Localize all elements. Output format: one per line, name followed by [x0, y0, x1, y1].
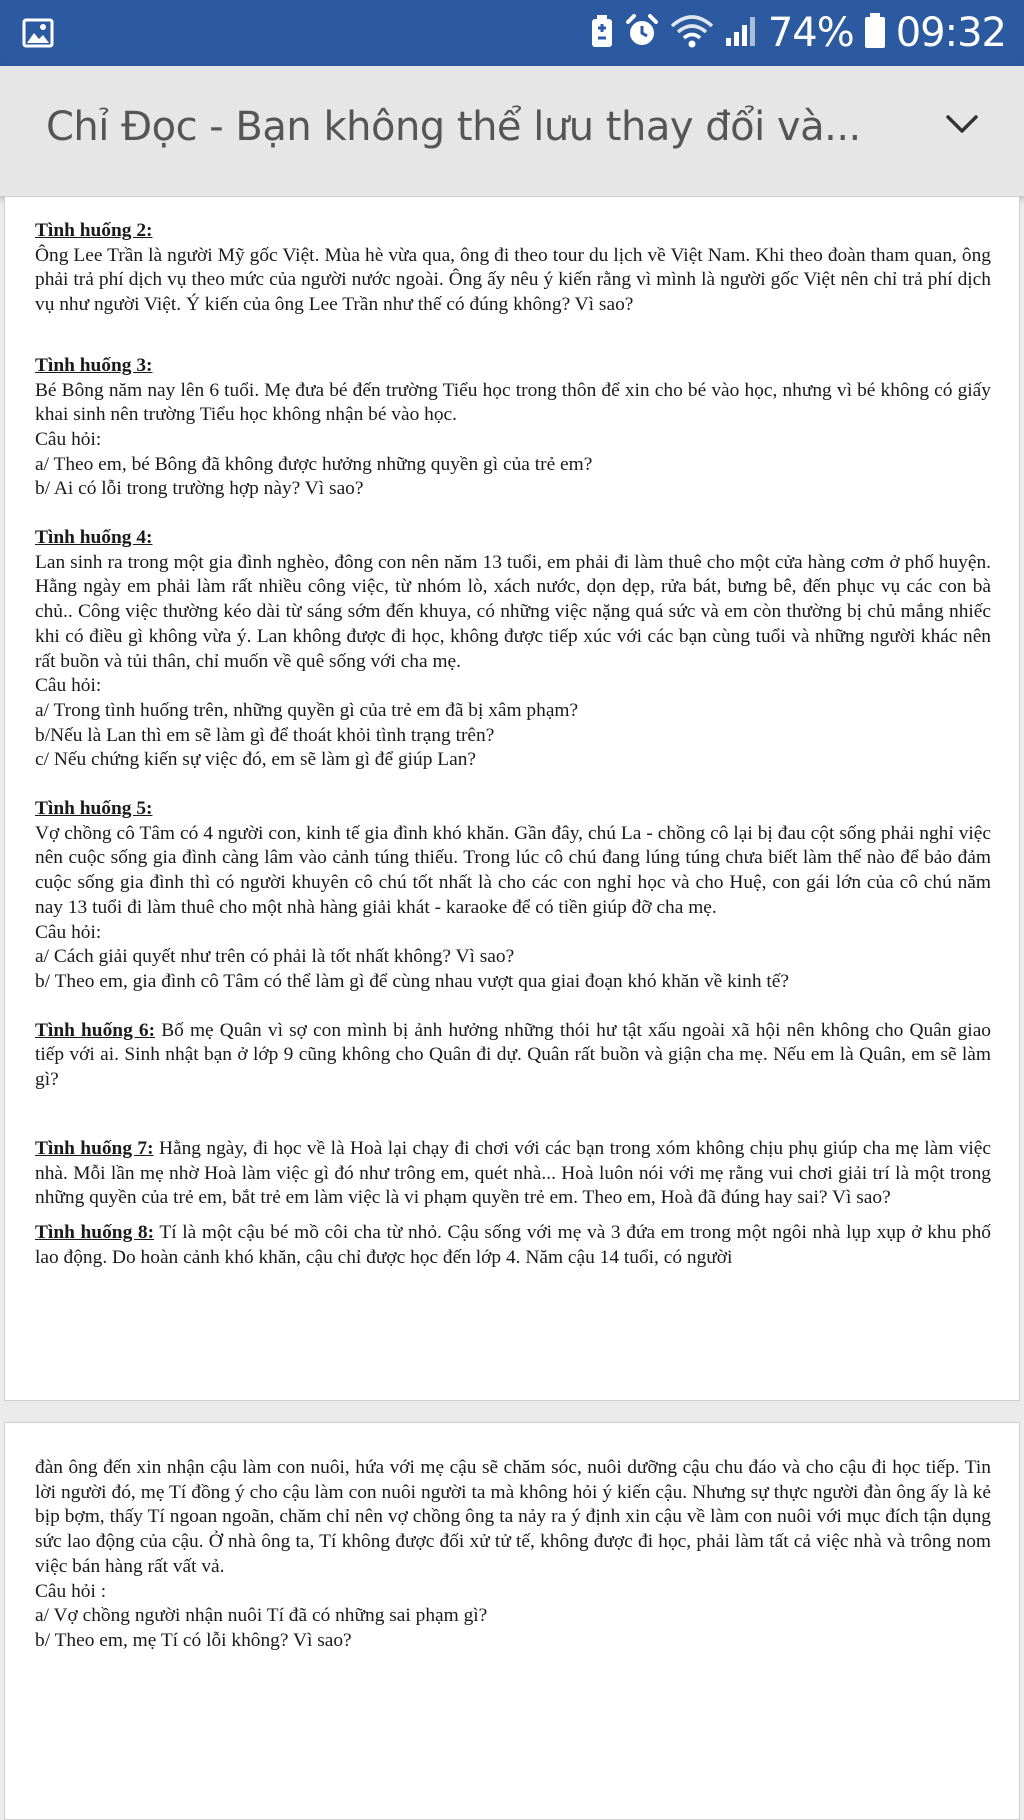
section-7: [35, 1137, 991, 1211]
image-icon: [22, 17, 54, 53]
section-2: [35, 219, 991, 244]
section-heading: Tình huống 2:: [35, 220, 153, 241]
section-heading: Tình huống 6:: [35, 1019, 156, 1041]
question: b/ Ai có lỗi trong trường hợp này? Vì sao?: [35, 478, 364, 500]
paragraph: Bố mẹ Quân vì sợ con mình bị ảnh hưởng những thói hư tật xấu ngoài xã hội nên không cho Quân giao tiếp với ai. Sinh nhật bạn ở lớp 9 cũng không cho Quân đi dự. Quân rất buồn và giận cha mẹ. Nếu em là Quân, em sẽ làm gì?: [35, 1019, 991, 1091]
battery-percent: 74%: [767, 10, 854, 56]
chevron-down-icon[interactable]: [944, 112, 980, 140]
question: a/ Trong tình huống trên, những quyền gì của trẻ em đã bị xâm phạm?: [35, 699, 579, 721]
document-page[interactable]: [4, 196, 1020, 1401]
paragraph: Bé Bông năm nay lên 6 tuổi. Mẹ đưa bé đến trường Tiểu học trong thôn để xin cho bé vào học, nhưng vì bé không có giấy khai sinh nên trường Tiểu học không nhận bé vào học.: [35, 379, 991, 426]
question: b/ Theo em, gia đình cô Tâm có thể làm gì để cùng nhau vượt qua giai đoạn khó khăn về kinh tế?: [35, 970, 790, 992]
section-heading: Tình huống 3:: [35, 354, 153, 376]
document-text: [35, 1456, 991, 1654]
question: b/Nếu là Lan thì em sẽ làm gì để thoát khỏi tình trạng trên?: [35, 724, 495, 746]
section-6: [35, 1019, 991, 1093]
section-8: [35, 1221, 991, 1270]
battery-icon: [864, 13, 886, 53]
paragraph: Hằng ngày, đi học về là Hoà lại chạy đi chơi với các bạn trong xóm không chịu phụ giúp cha mẹ làm việc nhà. Mỗi lần mẹ nhờ Hoà làm việc gì đó như trông em, quét nhà... Hoà luôn nói với mẹ rằng vui chơi giải trí là một trong những quyền của trẻ em, bắt trẻ em làm việc là vi phạm quyền trẻ em. Theo em, Hoà đã đúng hay sai? Vì sao?: [35, 1137, 991, 1209]
clock: 09:32: [895, 10, 1006, 56]
section-heading: Tình huống 4:: [35, 527, 153, 549]
battery-saver-icon: [590, 14, 614, 52]
paragraph: Tí là một cậu bé mồ côi cha từ nhỏ. Cậu sống với mẹ và 3 đứa em trong một ngôi nhà lụp xụp ở khu phố lao động. Do hoàn cảnh khó khăn, cậu chỉ được học đến lớp 4. Năm cậu 14 tuổi, có người: [35, 1221, 992, 1268]
paragraph: Lan sinh ra trong một gia đình nghèo, đông con nên năm 13 tuổi, em phải đi làm thuê cho một cửa hàng cơm ở phố huyện. Hằng ngày em phải làm rất nhiều công việc, từ nhóm lò, xách nước, dọn dẹp, rửa bát, bưng bê, đến phục vụ các con bà chủ.. Công việc thường kéo dài từ sáng sớm đến khuya, có những việc nặng quá sức và em còn thường bị chủ mắng nhiếc khi có điều gì không vừa ý. Lan không được đi học, không được tiếp xúc với các bạn cùng tuổi và những người khác nên rất buồn và tủi thân, chỉ muốn về quê sống với cha mẹ.: [35, 551, 991, 672]
app-bar: [0, 66, 1024, 196]
question-label: Câu hỏi:: [35, 428, 102, 450]
signal-icon: [724, 14, 758, 52]
alarm-icon: [624, 13, 660, 53]
paragraph: Vợ chồng cô Tâm có 4 người con, kinh tế gia đình khó khăn. Gần đây, chú La - chồng cô lại bị đau cột sống phải nghỉ việc nên cuộc sống gia đình càng lâm vào cảnh túng thiếu. Trong lúc cô chú đang lúng túng chưa biết làm thế nào để bảo đảm cuộc sống gia đình thì có người khuyên cô chú tốt nhất là cho các con nghỉ học và cho Huệ, con gái lớn của cô chú năm nay 13 tuổi đi làm thuê cho một nhà hàng giải khát - karaoke để có tiền giúp đỡ cha mẹ.: [35, 822, 991, 918]
paragraph: Ông Lee Trần là người Mỹ gốc Việt. Mùa hè vừa qua, ông đi theo tour du lịch về Việt Nam. Khi theo đoàn tham quan, ông phải trả phí dịch vụ theo mức của người nước ngoài. Ông ấy nêu ý kiến rằng vì mình là người gốc Việt nên chỉ trả phí dịch vụ như người Việt. Ý kiến của ông Lee Trần như thế có đúng không? Vì sao?: [35, 244, 991, 316]
status-bar: [0, 0, 1024, 66]
question-label: Câu hỏi:: [35, 921, 102, 943]
question-label: Câu hỏi:: [35, 675, 102, 697]
section-heading: Tình huống 7:: [35, 1137, 154, 1159]
question-label: Câu hỏi :: [35, 1580, 107, 1602]
paragraph: đàn ông đến xin nhận cậu làm con nuôi, hứa với mẹ cậu sẽ chăm sóc, nuôi dưỡng cậu chu đáo và cho cậu đi học tiếp. Tin lời người đó, mẹ Tí đồng ý cho cậu làm con nuôi người ta mà không hỏi ý kiến cậu. Nhưng sự thực người đàn ông ấy là kẻ bịp bợm, thấy Tí ngoan ngoãn, chăm chỉ nên vợ chồng ông ta nảy ra ý định xin cậu về làm con nuôi với mục đích tận dụng sức lao động của cậu. Ở nhà ông ta, Tí không được đối xử tử tế, không được đi học, phải làm tất cả việc nhà và trông nom việc bán hàng rất vất vả.: [35, 1457, 991, 1577]
read-only-title[interactable]: Chỉ Đọc - Bạn không thể lưu thay đổi và...: [46, 104, 861, 150]
question: a/ Vợ chồng người nhận nuôi Tí đã có những sai phạm gì?: [35, 1605, 488, 1627]
section-heading: Tình huống 5:: [35, 798, 153, 820]
document-page[interactable]: [4, 1422, 1020, 1820]
question: b/ Theo em, mẹ Tí có lỗi không? Vì sao?: [35, 1629, 352, 1651]
wifi-icon: [670, 14, 714, 52]
document-text: [35, 219, 991, 1270]
question: a/ Cách giải quyết như trên có phải là tốt nhất không? Vì sao?: [35, 946, 515, 968]
question: a/ Theo em, bé Bông đã không được hưởng những quyền gì của trẻ em?: [35, 453, 593, 475]
question: c/ Nếu chứng kiến sự việc đó, em sẽ làm gì để giúp Lan?: [35, 749, 477, 771]
section-heading: Tình huống 8:: [35, 1221, 155, 1243]
